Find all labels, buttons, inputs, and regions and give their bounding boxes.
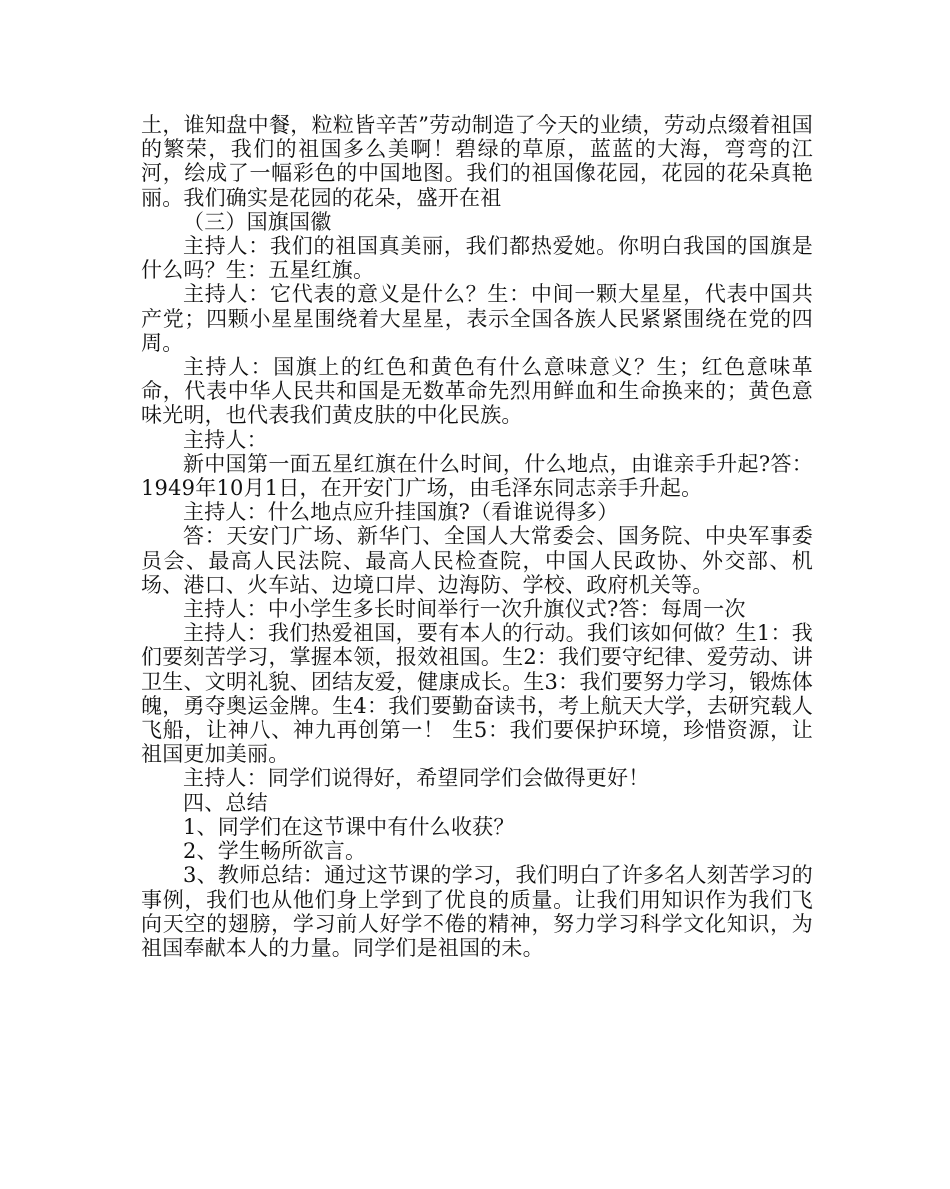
paragraph: 主持人：国旗上的红色和黄色有什么意味意义？生；红色意味革命，代表中华人民共和国是无数革命先烈用鲜血和生命换来的；黄色意味光明，也代表我们黄皮肤的中化民族。 (141, 355, 813, 428)
paragraph: 主持人： (183, 427, 268, 452)
list-item: 3、教师总结：通过这节课的学习，我们明白了许多名人刻苦学习的事例，我们也从他们身上学到了优良的质量。让我们用知识作为我们飞向天空的翅膀，学习前人好学不倦的精神，努力学习科学文化知识，为祖国奉献本人的力量。同学们是祖国的未。 (141, 863, 813, 960)
paragraph: 主持人：我们热爱祖国，要有本人的行动。我们该如何做？生1：我们要刻苦学习，掌握本领，报效祖国。生2：我们要守纪律、爱劳动、讲卫生、文明礼貌、团结友爱，健康成长。生3：我们要努力学习，锻炼体魄，勇夺奥运金牌。生4：我们要勤奋读书，考上航天大学，去研究载人飞船，让神八、神九再创第一！ 生5：我们要保护环境，珍惜资源，让祖国更加美丽。 (141, 621, 813, 767)
list-item: 2、学生畅所欲言。 (183, 839, 367, 864)
paragraph: 主持人：中小学生多长时间举行一次升旗仪式?答：每周一次 (183, 597, 746, 622)
paragraph: 主持人：同学们说得好，希望同学们会做得更好！ (183, 766, 650, 791)
paragraph: 主持人：我们的祖国真美丽，我们都热爱她。你明白我国的国旗是什么吗？生：五星红旗。 (141, 234, 813, 283)
list-item: 1、同学们在这节课中有什么收获？ (183, 814, 515, 839)
section-heading: 四、总结 (183, 790, 268, 815)
paragraph: 主持人：它代表的意义是什么？生：中间一颗大星星，代表中国共产党；四颗小星星围绕着大星星，表示全国各族人民紧紧围绕在党的四周。 (141, 282, 813, 355)
document-body (141, 113, 813, 960)
paragraph: 答：天安门广场、新华门、全国人大常委会、国务院、中央军事委员会、最高人民法院、最高人民检查院，中国人民政协、外交部、机场、港口、火车站、边境口岸、边海防、学校、政府机关等。 (141, 524, 813, 597)
paragraph: 主持人：什么地点应升挂国旗?（看谁说得多） (183, 500, 619, 525)
paragraph: 土，谁知盘中餐，粒粒皆辛苦”劳动制造了今天的业绩，劳动点缀着祖国的繁荣，我们的祖国多么美啊！碧绿的草原，蓝蓝的大海，弯弯的江河，绘成了一幅彩色的中国地图。我们的祖国像花园，花园的花朵真艳丽。我们确实是花园的花朵，盛开在祖 (141, 113, 813, 210)
paragraph: 新中国第一面五星红旗在什么时间，什么地点，由谁亲手升起?答：1949年10月1日，在开安门广场，由毛泽东同志亲手升起。 (141, 451, 813, 501)
section-heading: （三）国旗国徽 (183, 209, 332, 234)
